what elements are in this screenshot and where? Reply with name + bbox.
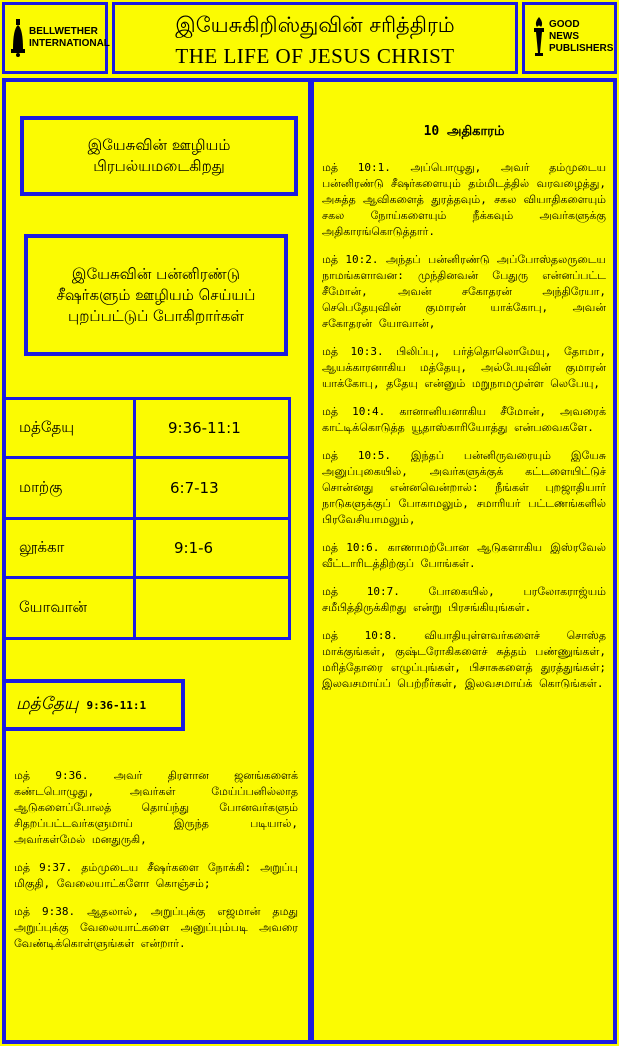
verse-paragraph: மத் 10:4. கானானியனாகிய சீமோன், அவரைக் காட்டிக்கொடுத்த யூதாஸ்காரியோத்து என்பவைகளே.: [322, 405, 606, 434]
reference-book: மாற்கு: [2, 456, 136, 520]
header-right-logo-box: [522, 2, 617, 74]
verse-paragraph: மத் 10:5. இந்தப் பன்னிருவரையும் இயேசு அனுப்புகையில், அவர்களுக்குக் கட்டளையிட்டுச் சொன்னது என்னவென்றால்: நீங்கள் புறஜாதியார் நாடுகளுக்குப் போகாமலும், சமாரியர் பட்டணங்களில் பிரவேசியாமலும்,: [322, 449, 606, 526]
verse-paragraph: மத் 9:38. ஆதலால், அறுப்புக்கு எஜமான் தமது அறுப்புக்கு வேலையாட்களை அனுப்பும்படி அவரை வேண்டிக்கொள்ளுங்கள் என்றார்.: [14, 905, 298, 950]
header-title-tamil: இயேசுகிறிஸ்துவின் சரித்திரம்: [175, 13, 455, 37]
passage-label-box: [2, 679, 185, 731]
section-title: இயேசுவின் ஊழியம் பிரபல்யமடைகிறது: [87, 136, 231, 175]
reference-verses: 6:7-13: [133, 456, 291, 520]
sub-title-box: [24, 234, 288, 356]
reference-verses: 9:1-6: [133, 517, 291, 579]
left-verses: [14, 768, 298, 964]
verse-paragraph: மத் 10:1. அப்பொழுது, அவர் தம்முடைய பன்னிரண்டு சீஷர்களையும் தம்மிடத்தில் வரவழைத்து, அசுத்த ஆவிகளைத் துரத்தவும், சகல வியாதிகளையும் சகல நோய்களையும் நீக்கவும் அவர்களுக்கு அதிகாரங்கொடுத்தார்.: [322, 161, 606, 238]
good-news-logo: [533, 17, 614, 57]
right-verses: [322, 160, 606, 704]
bell-icon: [11, 19, 25, 57]
verse-paragraph: மத் 10:3. பிலிப்பு, பர்த்தொலொமேயு, தோமா, ஆயக்காரனாகிய மத்தேயு, அல்பேயுவின் குமாரன் யாக்கோபு, ததேயு என்னும் மறுநாமமுள்ள லெபேயு,: [322, 345, 606, 390]
torch-icon: [533, 17, 545, 57]
good-news-logo-text: GOOD NEWS PUBLISHERS: [549, 19, 614, 54]
reference-book: மத்தேயு: [2, 397, 136, 459]
header-title-english: THE LIFE OF JESUS CHRIST: [175, 44, 455, 68]
bellwether-logo-text: BELLWETHER INTERNATIONAL: [29, 26, 110, 49]
header-left-logo-box: [2, 2, 108, 74]
passage-label-ref: 9:36-11:1: [86, 698, 147, 712]
verse-paragraph: மத் 9:37. தம்முடைய சீஷர்களை நோக்கி: அறுப்பு மிகுதி, வேலையாட்களோ கொஞ்சம்;: [14, 861, 298, 890]
verse-paragraph: மத் 10:6. காணாமற்போன ஆடுகளாகிய இஸ்ரவேல் வீட்டாரிடத்திற்குப் போங்கள்.: [322, 541, 606, 570]
verse-paragraph: மத் 10:2. அந்தப் பன்னிரண்டு அப்போஸ்தலருடைய நாமங்களாவன: முந்தினவன் பேதுரு என்னப்பட்ட சீமோன், அவன் சகோதரன் அந்திரேயா, செபெதேயுவின் குமாரன் யாக்கோபு, அவன் சகோதரன் யோவான்,: [322, 253, 606, 330]
header-title-box: [112, 2, 518, 74]
sub-title: இயேசுவின் பன்னிரண்டு சீஷர்களும் ஊழியம் செய்யப் புறப்பட்டுப் போகிறார்கள்: [56, 264, 256, 325]
bellwether-logo: [11, 19, 110, 57]
reference-verses: [133, 576, 291, 640]
section-title-box: [20, 116, 298, 196]
passage-label-book: மத்தேயு: [16, 694, 79, 714]
reference-book: லூக்கா: [2, 517, 136, 579]
verse-paragraph: மத் 10:7. போகையில், பரலோகராஜ்யம் சமீபித்திருக்கிறது என்று பிரசங்கியுங்கள்.: [322, 585, 606, 614]
verse-paragraph: மத் 10:8. வியாதியுள்ளவர்களைச் சொஸ்த மாக்குங்கள், குஷ்டரோகிகளைச் சுத்தம் பண்ணுங்கள், மரித்தோரை எழுப்புங்கள், பிசாசுகளைத் துரத்துங்கள்; இலவசமாய்ப் பெற்றீர்கள், இலவசமாய்க் கொடுங்கள்.: [322, 629, 606, 690]
verse-paragraph: மத் 9:36. அவர் திரளான ஜனங்களைக் கண்டபொழுது, அவர்கள் மேய்ப்பனில்லாத ஆடுகளைப்போலத் தொய்ந்து போனவர்களும் சிதறப்பட்டவர்களுமாய் இருந்த படியால், அவர்கள்மேல் மனதுருகி,: [14, 769, 298, 846]
chapter-heading: 10 அதிகாரம்: [423, 124, 505, 139]
reference-verses: 9:36-11:1: [133, 397, 291, 459]
reference-book: யோவான்: [2, 576, 136, 640]
